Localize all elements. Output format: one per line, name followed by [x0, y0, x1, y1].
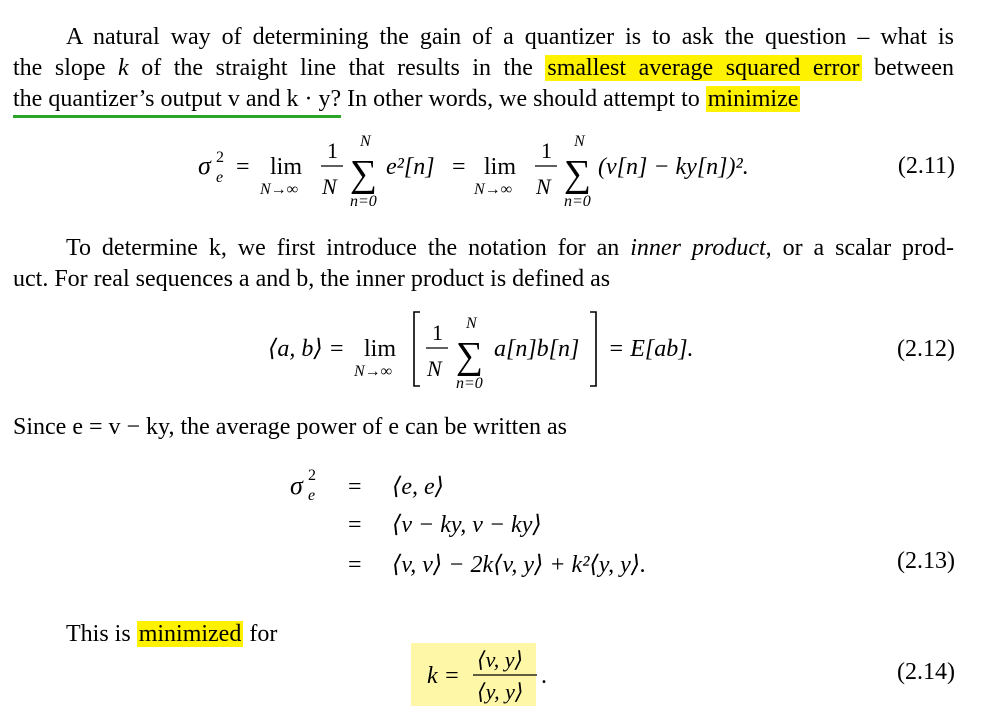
- fraction-numerator: 1: [541, 138, 552, 163]
- sum-lower-limit: n=0: [350, 193, 377, 210]
- equals-sign: =: [452, 154, 466, 180]
- row2-expression: ⟨v − ky, v − ky⟩: [392, 512, 542, 538]
- fraction-denominator: N: [322, 174, 337, 199]
- row3-expression: ⟨v, v⟩ − 2k⟨v, y⟩ + k²⟨y, y⟩.: [392, 552, 647, 578]
- inner-product-lhs: ⟨a, b⟩: [268, 336, 323, 362]
- highlight-minimized[interactable]: minimized: [138, 621, 242, 647]
- equals-sign-row2: =: [348, 512, 362, 538]
- sigma-symbol: σ: [198, 151, 211, 180]
- para4: This is minimized for: [66, 621, 278, 647]
- expectation-rhs: = E[ab].: [608, 336, 694, 362]
- fraction-numerator: 1: [327, 138, 338, 163]
- product-term: a[n]b[n]: [494, 336, 580, 362]
- row1-expression: ⟨e, e⟩: [392, 474, 445, 500]
- lim-subscript: N→∞: [260, 181, 299, 198]
- sum-upper-limit: N: [466, 315, 477, 332]
- equation-number-2-12: (2.12): [897, 336, 955, 362]
- green-underline-annotation[interactable]: the quantizer’s output v and k · y?: [13, 86, 341, 118]
- para2-line1: To determine k, we first introduce the notation for an inner product, or a scalar prod-: [66, 235, 954, 261]
- left-bracket: [414, 312, 420, 386]
- equals-sign: =: [236, 154, 250, 180]
- fraction-numerator: 1: [432, 320, 443, 345]
- sum-lower-limit: n=0: [564, 193, 591, 210]
- fraction-numerator: ⟨v, y⟩: [477, 647, 524, 672]
- sum-lower-limit: n=0: [456, 375, 483, 392]
- lim-subscript: N→∞: [354, 363, 393, 380]
- subscript-e: e: [216, 169, 224, 186]
- equation-2-11: [180, 122, 800, 212]
- equation-2-14: [411, 643, 561, 709]
- lim-subscript: N→∞: [474, 181, 513, 198]
- equals-sign-row3: =: [348, 552, 362, 578]
- squared-difference-term: (v[n] − ky[n])².: [598, 154, 749, 180]
- para2-line2: uct. For real sequences a and b, the inner product is defined as: [13, 266, 611, 292]
- para1-line3: the quantizer’s output v and k · y? In other words, we should attempt to minimize: [13, 84, 954, 115]
- period: .: [541, 663, 547, 689]
- summation-symbol: ∑: [456, 335, 484, 377]
- highlight-smallest-average-squared-error[interactable]: smallest average squared error: [547, 55, 860, 81]
- fraction-denominator: N: [427, 356, 442, 381]
- superscript-2: 2: [308, 467, 316, 484]
- para1-line2: the slope k of the straight line that results in the smallest average squared error between: [13, 55, 954, 81]
- summation-symbol: ∑: [350, 153, 378, 195]
- sum-upper-limit: N: [360, 133, 371, 150]
- lim-operator: lim: [364, 336, 397, 362]
- equation-number-2-11: (2.11): [897, 153, 955, 179]
- para1-line1: A natural way of determining the gain of a quantizer is to ask the question – what is: [66, 24, 954, 50]
- fraction-denominator: ⟨y, y⟩: [477, 679, 524, 704]
- right-bracket: [590, 312, 596, 386]
- equals-sign-row1: =: [348, 474, 362, 500]
- k-equals: k =: [427, 663, 460, 689]
- equation-number-2-13: (2.13): [897, 548, 955, 574]
- superscript-2: 2: [216, 149, 224, 166]
- para3: Since e = v − ky, the average power of e can be written as: [13, 414, 567, 440]
- equals-sign: =: [330, 336, 344, 362]
- highlight-minimize[interactable]: minimize: [707, 86, 799, 112]
- error-squared-term: e²[n]: [386, 154, 435, 180]
- summation-symbol: ∑: [564, 153, 592, 195]
- sum-upper-limit: N: [574, 133, 585, 150]
- equation-2-12: [260, 304, 740, 396]
- sigma-symbol: σ: [290, 471, 303, 500]
- lim-operator: lim: [484, 154, 517, 180]
- subscript-e: e: [308, 487, 316, 504]
- equation-2-13: [280, 460, 700, 584]
- equation-number-2-14: (2.14): [897, 659, 955, 685]
- fraction-denominator: N: [536, 174, 551, 199]
- lim-operator: lim: [270, 154, 303, 180]
